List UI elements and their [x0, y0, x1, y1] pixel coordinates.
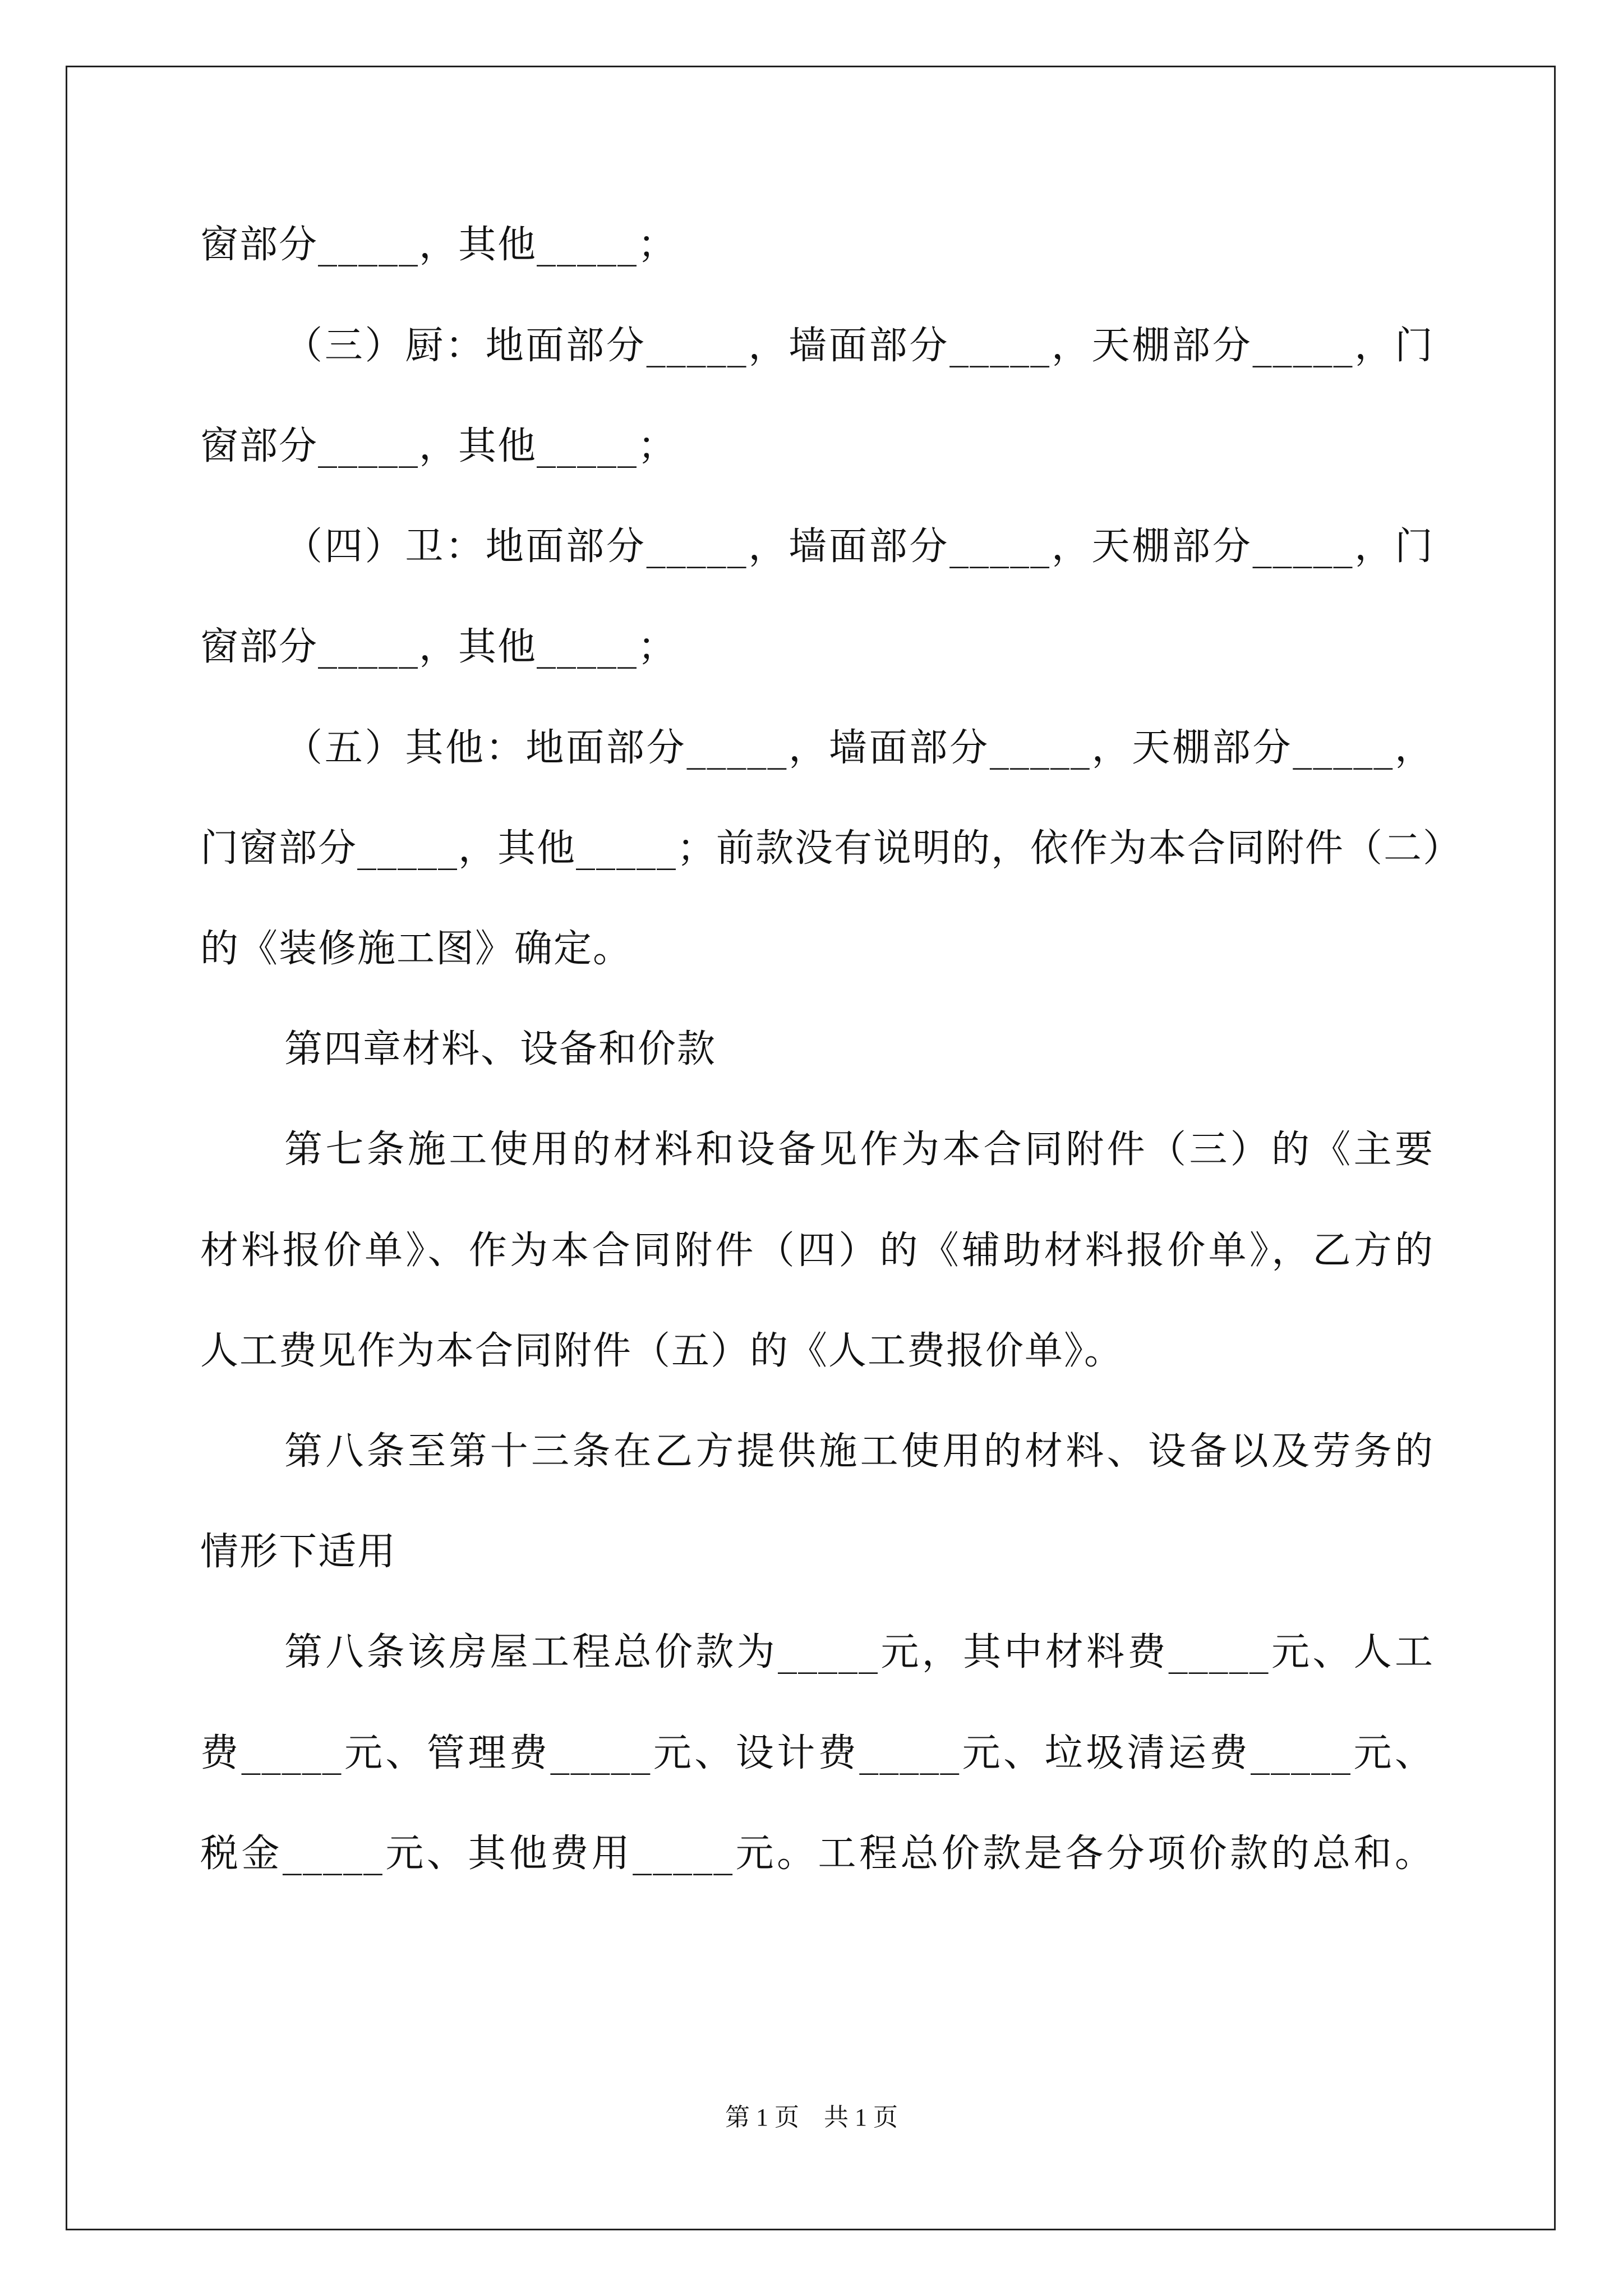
- text-line: 费_____元、管理费_____元、设计费_____元、垃圾清运费_____元、: [200, 1731, 1434, 1775]
- text-line: 第七条施工使用的材料和设备见作为本合同附件（三）的《主要: [284, 1128, 1434, 1172]
- text-line: 情形下适用: [200, 1530, 397, 1574]
- text-line: （三）厨：地面部分_____，墙面部分_____，天棚部分_____，门: [284, 324, 1434, 368]
- text-line: 材料报价单》、作为本合同附件（四）的《辅助材料报价单》，乙方的: [200, 1228, 1434, 1273]
- text-line: 人工费见作为本合同附件（五）的《人工费报价单》。: [200, 1329, 1124, 1373]
- text-line: 门窗部分_____，其他_____；前款没有说明的，依作为本合同附件（二）: [200, 826, 1463, 871]
- text-line: 税金_____元、其他费用_____元。工程总价款是各分项价款的总和。: [200, 1832, 1434, 1876]
- text-line: 第八条至第十三条在乙方提供施工使用的材料、设备以及劳务的: [284, 1429, 1434, 1474]
- chapter-heading: 第四章材料、设备和价款: [284, 1027, 717, 1071]
- page-footer: 第 1 页 共 1 页: [725, 2104, 898, 2131]
- text-line: 的《装修施工图》确定。: [200, 927, 633, 971]
- text-line: （四）卫：地面部分_____，墙面部分_____，天棚部分_____，门: [284, 524, 1434, 569]
- text-line: 第八条该房屋工程总价款为_____元，其中材料费_____元、人工: [284, 1630, 1434, 1674]
- text-line: 窗部分_____，其他_____；: [200, 424, 677, 468]
- text-line: 窗部分_____，其他_____；: [200, 625, 677, 669]
- text-line: 窗部分_____，其他_____；: [200, 223, 677, 267]
- text-line: （五）其他：地面部分_____，墙面部分_____，天棚部分_____，: [284, 726, 1434, 770]
